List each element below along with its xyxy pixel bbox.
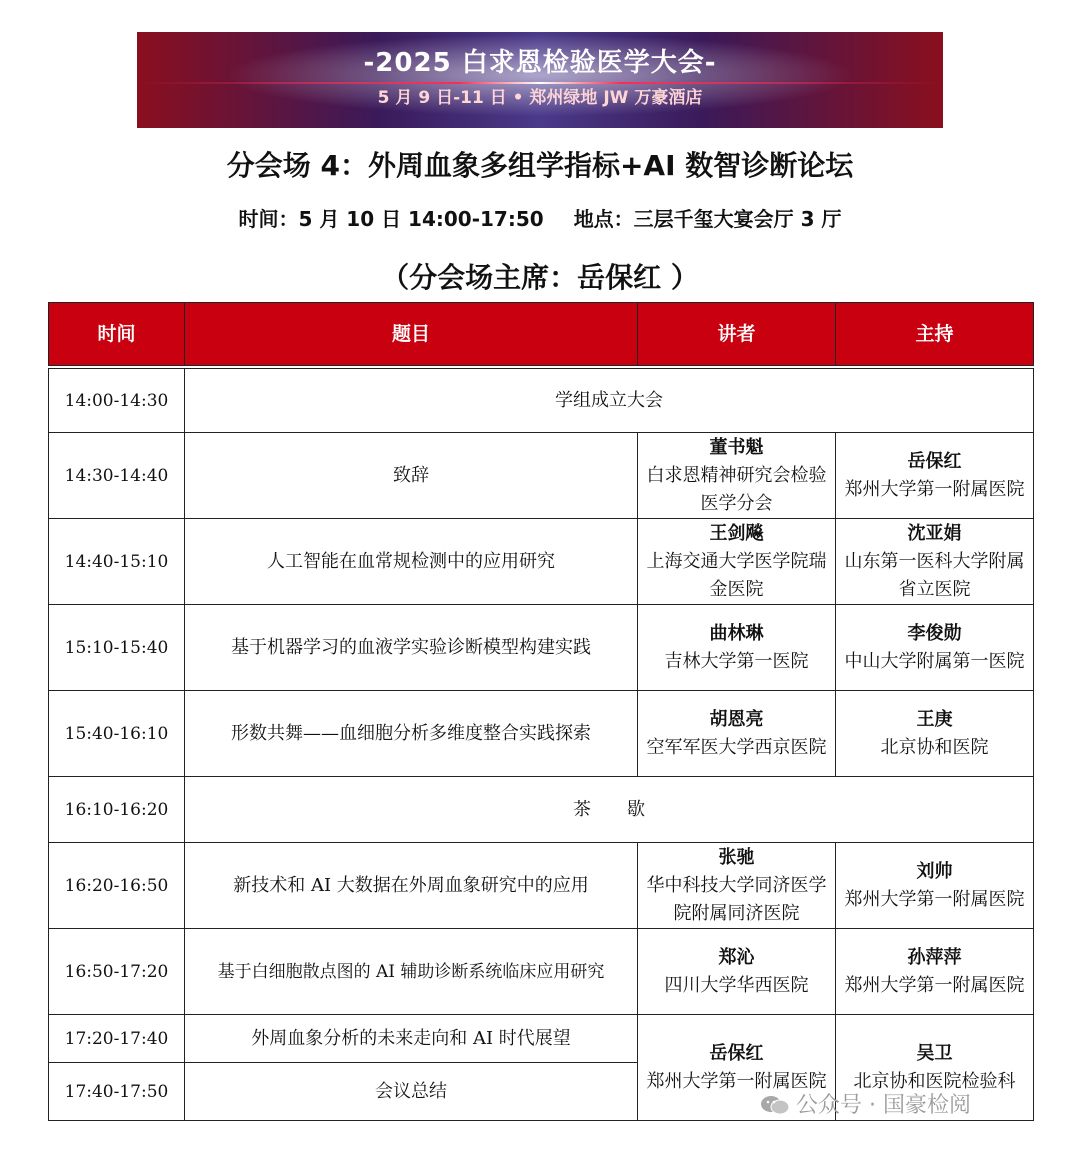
table-row [49, 929, 1034, 1015]
row-topic: 茶 歇 [185, 777, 1034, 843]
session-meta [0, 203, 1080, 232]
header-time: 时间 [49, 303, 185, 366]
event-banner [137, 32, 943, 128]
header-topic: 题目 [185, 303, 638, 366]
table-row [49, 1015, 1034, 1063]
host-name: 王庚 [916, 708, 953, 730]
agenda-table [48, 302, 1034, 1121]
session-chair: （分会场主席：岳保红 ） [381, 261, 699, 294]
row-time: 16:50-17:20 [49, 929, 185, 1015]
host-name: 岳保红 [907, 450, 962, 472]
table-header-row [49, 303, 1034, 366]
host-name: 吴卫 [916, 1042, 953, 1064]
row-time: 14:30-14:40 [49, 433, 185, 519]
header-speaker: 讲者 [638, 303, 836, 366]
speaker-name: 岳保红 [709, 1042, 764, 1064]
speaker-cell [638, 605, 836, 691]
host-institution: 郑州大学第一附属医院 [844, 888, 1025, 910]
speaker-institution: 空军军医大学西京医院 [646, 736, 827, 758]
host-name: 沈亚娟 [907, 522, 962, 544]
row-time: 15:10-15:40 [49, 605, 185, 691]
row-topic: 学组成立大会 [185, 369, 1034, 433]
speaker-institution: 郑州大学第一附属医院 [646, 1070, 827, 1092]
host-institution: 郑州大学第一附属医院 [844, 478, 1025, 500]
wechat-watermark [760, 1088, 971, 1119]
host-cell [836, 519, 1034, 605]
session-location: 地点：三层千玺大宴会厅 3 厅 [573, 207, 842, 231]
row-time: 17:20-17:40 [49, 1015, 185, 1063]
table-row [49, 605, 1034, 691]
host-cell [836, 605, 1034, 691]
banner-title: -2025 白求恩检验医学大会- [363, 48, 717, 78]
row-topic: 外周血象分析的未来走向和 AI 时代展望 [185, 1015, 638, 1063]
host-name: 刘帅 [916, 860, 953, 882]
host-cell [836, 929, 1034, 1015]
host-institution: 中山大学附属第一医院 [844, 650, 1025, 672]
speaker-cell [638, 691, 836, 777]
host-institution: 山东第一医科大学附属省立医院 [844, 550, 1025, 600]
row-topic: 致辞 [185, 433, 638, 519]
host-institution: 北京协和医院 [880, 736, 989, 758]
row-topic: 形数共舞——血细胞分析多维度整合实践探索 [185, 691, 638, 777]
host-name: 孙萍萍 [907, 946, 962, 968]
row-time: 14:40-15:10 [49, 519, 185, 605]
row-time: 16:10-16:20 [49, 777, 185, 843]
speaker-name: 张驰 [718, 846, 755, 868]
session-title: 分会场 4：外周血象多组学指标+AI 数智诊断论坛 [226, 149, 854, 182]
row-topic: 基于白细胞散点图的 AI 辅助诊断系统临床应用研究 [185, 929, 638, 1015]
speaker-cell [638, 843, 836, 929]
table-row [49, 519, 1034, 605]
table-row [49, 369, 1034, 433]
speaker-name: 胡恩亮 [709, 708, 764, 730]
row-time: 16:20-16:50 [49, 843, 185, 929]
row-topic: 基于机器学习的血液学实验诊断模型构建实践 [185, 605, 638, 691]
speaker-cell [638, 929, 836, 1015]
banner-subtitle: 5 月 9 日-11 日 • 郑州绿地 JW 万豪酒店 [377, 88, 703, 108]
speaker-institution: 四川大学华西医院 [664, 974, 809, 996]
wechat-icon [760, 1094, 790, 1116]
watermark-text: 公众号 · 国豪检阅 [796, 1093, 971, 1118]
speaker-institution: 白求恩精神研究会检验医学分会 [646, 464, 827, 514]
table-row [49, 433, 1034, 519]
table-row [49, 777, 1034, 843]
host-cell [836, 691, 1034, 777]
header-host: 主持 [836, 303, 1034, 366]
host-institution: 北京协和医院检验科 [853, 1070, 1016, 1092]
row-time: 14:00-14:30 [49, 369, 185, 433]
row-time: 15:40-16:10 [49, 691, 185, 777]
speaker-institution: 上海交通大学医学院瑞金医院 [646, 550, 827, 600]
host-cell [836, 433, 1034, 519]
speaker-institution: 华中科技大学同济医学院附属同济医院 [646, 874, 827, 924]
row-topic: 会议总结 [185, 1063, 638, 1121]
speaker-name: 王剑飚 [709, 522, 764, 544]
speaker-cell [638, 519, 836, 605]
speaker-name: 郑沁 [718, 946, 755, 968]
speaker-name: 董书魁 [709, 436, 764, 458]
host-institution: 郑州大学第一附属医院 [844, 974, 1025, 996]
table-row [49, 843, 1034, 929]
speaker-cell [638, 433, 836, 519]
session-time: 时间：5 月 10 日 14:00-17:50 [238, 207, 544, 231]
row-time: 17:40-17:50 [49, 1063, 185, 1121]
speaker-institution: 吉林大学第一医院 [664, 650, 809, 672]
host-name: 李俊勋 [907, 622, 962, 644]
row-topic: 人工智能在血常规检测中的应用研究 [185, 519, 638, 605]
table-row [49, 691, 1034, 777]
host-cell [836, 843, 1034, 929]
row-topic: 新技术和 AI 大数据在外周血象研究中的应用 [185, 843, 638, 929]
speaker-name: 曲林琳 [709, 622, 764, 644]
